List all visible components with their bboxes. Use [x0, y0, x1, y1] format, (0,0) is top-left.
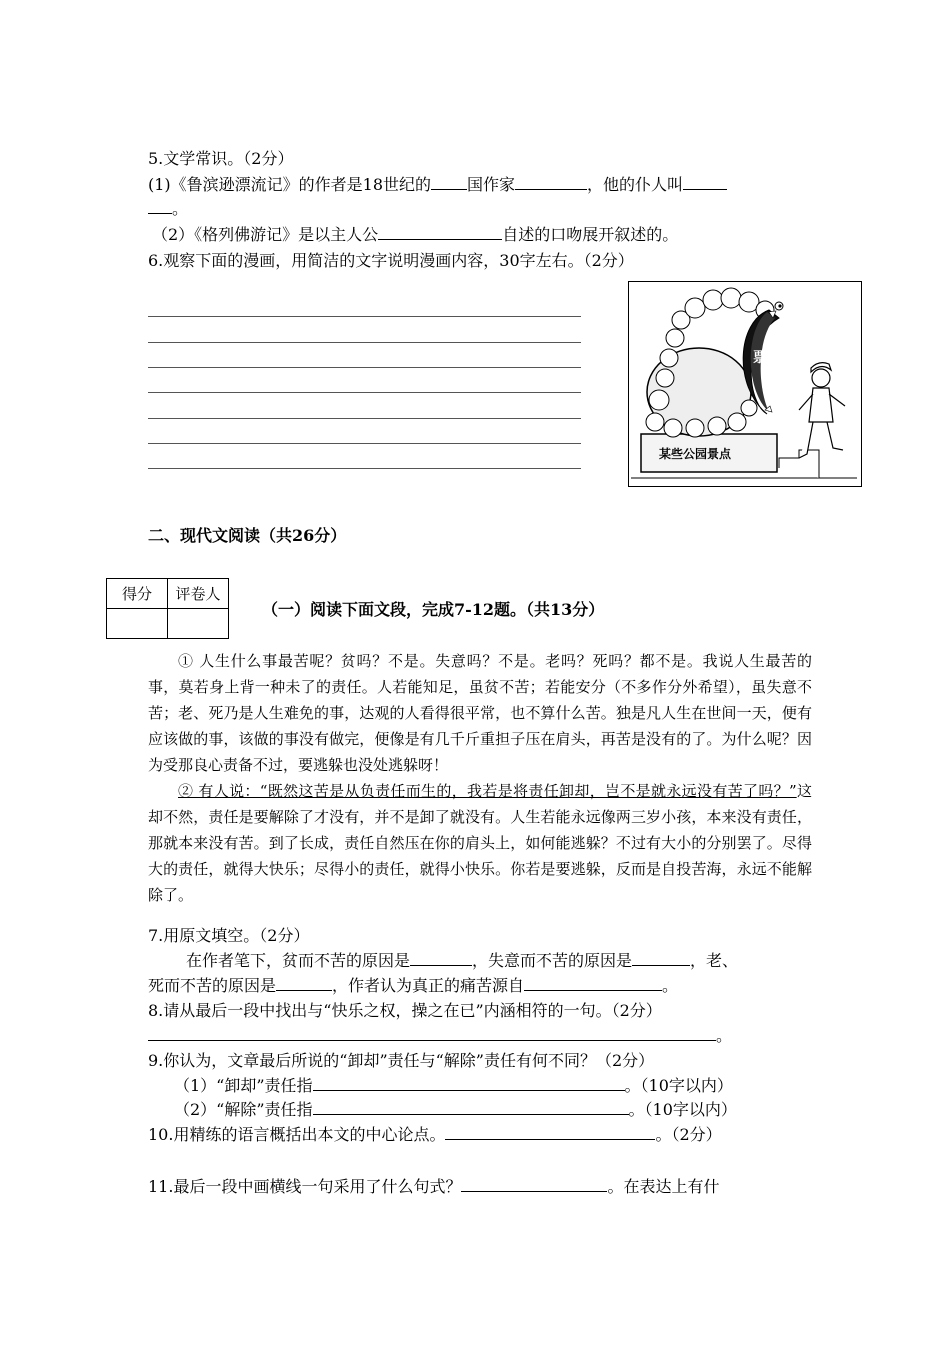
q8-answer: 。	[148, 1025, 732, 1047]
answer-line[interactable]	[148, 392, 581, 393]
blank[interactable]	[461, 1177, 607, 1192]
blank[interactable]	[683, 175, 727, 190]
cartoon-mouth-text: 票价	[753, 350, 781, 366]
q10: 10.用精练的语言概括出本文的中心论点。 。（2分）	[148, 1125, 722, 1144]
q9-sub1: （1）“卸却”责任指 。（10字以内）	[174, 1076, 733, 1095]
cartoon-sign-text: 某些公园景点	[659, 447, 732, 461]
answer-line[interactable]	[148, 418, 581, 419]
q5-title: 5.文学常识。（2分）	[148, 149, 294, 168]
score-label: 得分	[107, 579, 168, 609]
blank[interactable]	[148, 199, 172, 214]
blank[interactable]	[515, 175, 587, 190]
q7-line1: 在作者笔下，贫而不苦的原因是 ，失意而不苦的原因是 ，老、	[186, 951, 739, 970]
reading-passage	[148, 648, 812, 908]
score-cell[interactable]	[107, 609, 168, 639]
underlined-sentence: ② 有人说：“既然这苦是从负责任而生的，我若是将责任卸却，岂不是就永远没有苦了吗？”	[178, 782, 797, 800]
blank[interactable]	[524, 976, 662, 991]
grader-cell[interactable]	[168, 609, 229, 639]
q11: 11.最后一段中画横线一句采用了什么句式？ 。在表达上有什	[148, 1177, 720, 1196]
q9-title: 9.你认为，文章最后所说的“卸却”责任与“解除”责任有何不同？（2分）	[148, 1051, 655, 1070]
passage-paragraph-1: ① 人生什么事最苦呢？贫吗？不是。失意吗？不是。老吗？死吗？都不是。我说人生最苦的事，莫若身上背一种未了的责任。人若能知足，虽贫不苦；若能安分（不多作分外希望），虽失意不苦；老、死乃是人生难免的事，达观的人看得很平常，也不算什么苦。独是凡人生在世间一天，便有应该做的事，该做的事没有做完，便像是有几千斤重担子压在肩头，再苦是没有的了。为什么呢？因为受那良心责备不过，要逃躲也没处逃躲呀！	[148, 652, 812, 774]
q5-line1-cont: 。	[148, 198, 188, 220]
q5-line1: (1)《鲁滨逊漂流记》的作者是18世纪的 国作家 ，他的仆人叫	[148, 174, 727, 196]
cartoon-image	[628, 281, 862, 487]
q5-line2: （2）《格列佛游记》是以主人公 自述的口吻展开叙述的。	[152, 225, 679, 244]
blank[interactable]	[431, 175, 467, 190]
blank[interactable]	[410, 951, 472, 966]
blank[interactable]	[148, 1026, 716, 1041]
cartoon-drawing	[629, 282, 861, 486]
grader-label: 评卷人	[168, 579, 229, 609]
answer-line[interactable]	[148, 468, 581, 469]
passage-paragraph-2: ② 有人说：“既然这苦是从负责任而生的，我若是将责任卸却，岂不是就永远没有苦了吗？”这却不然，责任是要解除了才没有，并不是卸了就没有。人生若能永远像两三岁小孩，本来没有责任，那就本来没有苦。到了长成，责任自然压在你的肩头上，如何能逃躲？不过有大小的分别罢了。尽得大的责任，就得大快乐；尽得小的责任，就得小快乐。你若是要逃躲，反而是自投苦海，永远不能解除了。	[148, 782, 812, 904]
blank[interactable]	[632, 951, 690, 966]
blank[interactable]	[313, 1076, 625, 1091]
answer-line[interactable]	[148, 316, 581, 317]
q7-title: 7.用原文填空。（2分）	[148, 926, 310, 945]
part1-title: （一）阅读下面文段，完成7-12题。（共13分）	[262, 600, 605, 619]
q9-sub2: （2）“解除”责任指 。（10字以内）	[174, 1100, 737, 1119]
blank[interactable]	[313, 1100, 629, 1115]
blank[interactable]	[276, 976, 332, 991]
score-table	[106, 578, 229, 639]
section2-title: 二、现代文阅读（共26分）	[148, 526, 347, 545]
q6-title: 6.观察下面的漫画，用简洁的文字说明漫画内容，30字左右。（2分）	[148, 251, 634, 270]
q7-line2: 死而不苦的原因是 ，作者认为真正的痛苦源自 。	[148, 976, 679, 995]
answer-line[interactable]	[148, 367, 581, 368]
answer-line[interactable]	[148, 443, 581, 444]
blank[interactable]	[378, 225, 502, 240]
blank[interactable]	[445, 1125, 655, 1140]
answer-line[interactable]	[148, 342, 581, 343]
q8-title: 8.请从最后一段中找出与“快乐之权，操之在已”内涵相符的一句。（2分）	[148, 1001, 662, 1020]
